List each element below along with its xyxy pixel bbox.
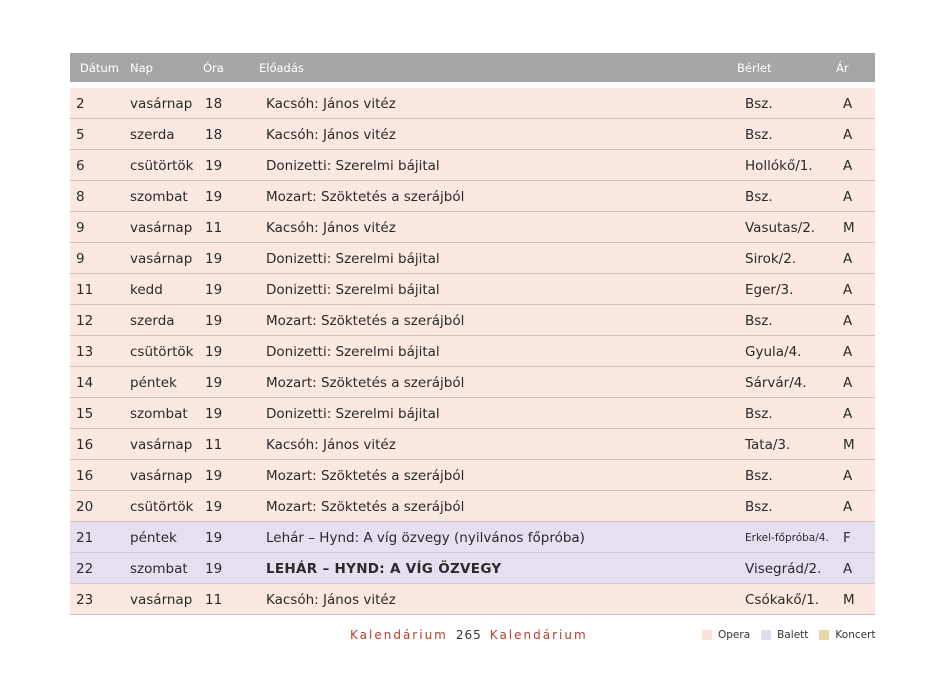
cell-price: A [843,344,853,360]
cell-performance: Mozart: Szöktetés a szerájból [266,313,465,329]
cell-performance: Kacsóh: János vitéz [266,96,396,112]
cell-price: A [843,313,853,329]
cell-time: 19 [205,406,223,422]
cell-subscription: Erkel-főpróba/4. [745,532,829,544]
cell-date: 16 [76,437,94,453]
table-row [70,367,875,398]
cell-time: 19 [205,282,223,298]
cell-date: 9 [76,251,85,267]
cell-day: csütörtök [130,158,194,174]
cell-day: kedd [130,282,163,298]
cell-time: 19 [205,344,223,360]
cell-performance: Mozart: Szöktetés a szerájból [266,189,465,205]
legend-label-opera: Opera [718,629,751,641]
table-row [70,522,875,553]
cell-time: 19 [205,158,223,174]
table-row [70,181,875,212]
table-body [70,88,875,615]
cell-price: M [843,437,855,453]
table-row [70,491,875,522]
cell-subscription: Hollókő/1. [745,158,813,174]
cell-date: 12 [76,313,94,329]
cell-day: szerda [130,127,175,143]
table-row [70,584,875,615]
legend-swatch-opera [702,630,712,640]
cell-date: 9 [76,220,85,236]
cell-date: 6 [76,158,85,174]
cell-date: 21 [76,530,94,546]
table-row [70,460,875,491]
cell-day: csütörtök [130,499,194,515]
cell-price: F [843,530,851,546]
cell-date: 13 [76,344,94,360]
cell-performance: Donizetti: Szerelmi bájital [266,282,440,298]
cell-time: 19 [205,499,223,515]
cell-time: 18 [205,127,223,143]
cell-day: péntek [130,530,177,546]
cell-price: A [843,96,853,112]
cell-time: 19 [205,561,223,577]
cell-date: 20 [76,499,94,515]
cell-price: A [843,406,853,422]
cell-price: A [843,127,853,143]
header-time: Óra [203,60,224,75]
cell-subscription: Csókakő/1. [745,592,820,608]
cell-day: szombat [130,406,188,422]
cell-date: 11 [76,282,94,298]
cell-day: csütörtök [130,344,194,360]
cell-time: 11 [205,592,223,608]
cell-subscription: Bsz. [745,499,773,515]
cell-performance: Mozart: Szöktetés a szerájból [266,375,465,391]
table-row [70,553,875,584]
cell-performance: Donizetti: Szerelmi bájital [266,158,440,174]
cell-date: 14 [76,375,94,391]
cell-performance: Donizetti: Szerelmi bájital [266,344,440,360]
legend-label-balett: Balett [777,629,809,641]
header-price: Ár [836,60,849,75]
cell-performance: Donizetti: Szerelmi bájital [266,406,440,422]
table-row [70,398,875,429]
cell-day: vasárnap [130,251,193,267]
cell-price: A [843,189,853,205]
page-footer [350,628,588,642]
cell-subscription: Bsz. [745,189,773,205]
cell-time: 11 [205,220,223,236]
table-row [70,305,875,336]
cell-price: A [843,251,853,267]
table-row [70,429,875,460]
header-day: Nap [130,60,153,75]
cell-performance: Kacsóh: János vitéz [266,437,396,453]
table-row [70,274,875,305]
cell-day: péntek [130,375,177,391]
cell-subscription: Eger/3. [745,282,794,298]
cell-performance: Donizetti: Szerelmi bájital [266,251,440,267]
cell-price: A [843,375,853,391]
cell-subscription: Vasutas/2. [745,220,816,236]
cell-performance: Mozart: Szöktetés a szerájból [266,499,465,515]
header-date: Dátum [80,60,119,75]
footer-right-label: Kalendárium [489,628,588,642]
cell-time: 19 [205,189,223,205]
cell-subscription: Bsz. [745,313,773,329]
cell-time: 19 [205,251,223,267]
cell-day: szerda [130,313,175,329]
cell-day: vasárnap [130,592,193,608]
cell-time: 19 [205,375,223,391]
table-row [70,243,875,274]
cell-performance: Lehár – Hynd: A víg özvegy (nyilvános főpróba) [266,530,585,546]
cell-time: 19 [205,313,223,329]
cell-date: 8 [76,189,85,205]
legend-item-koncert [819,629,875,641]
cell-subscription: Sirok/2. [745,251,797,267]
cell-day: vasárnap [130,437,193,453]
table-row [70,212,875,243]
cell-subscription: Gyula/4. [745,344,802,360]
legend [702,629,887,641]
cell-time: 18 [205,96,223,112]
cell-price: A [843,282,853,298]
cell-day: szombat [130,561,188,577]
table-header [70,53,875,82]
cell-performance: Mozart: Szöktetés a szerájból [266,468,465,484]
cell-price: M [843,592,855,608]
table-row [70,119,875,150]
cell-performance: LEHÁR – HYND: A VÍG ÖZVEGY [266,561,502,577]
cell-performance: Kacsóh: János vitéz [266,220,396,236]
cell-subscription: Bsz. [745,96,773,112]
cell-subscription: Tata/3. [745,437,791,453]
cell-price: A [843,158,853,174]
table-row [70,336,875,367]
cell-price: A [843,468,853,484]
cell-subscription: Bsz. [745,468,773,484]
cell-day: vasárnap [130,220,193,236]
cell-subscription: Sárvár/4. [745,375,807,391]
cell-price: A [843,499,853,515]
header-subscription: Bérlet [737,60,772,75]
page-number: 265 [455,628,482,642]
legend-swatch-koncert [819,630,829,640]
schedule-table [70,53,875,615]
legend-item-opera [702,629,750,641]
cell-date: 22 [76,561,94,577]
cell-time: 11 [205,437,223,453]
cell-day: szombat [130,189,188,205]
cell-date: 2 [76,96,85,112]
cell-date: 16 [76,468,94,484]
cell-time: 19 [205,530,223,546]
cell-subscription: Bsz. [745,406,773,422]
legend-item-balett [761,629,808,641]
table-row [70,88,875,119]
cell-day: vasárnap [130,96,193,112]
cell-subscription: Bsz. [745,127,773,143]
cell-performance: Kacsóh: János vitéz [266,127,396,143]
legend-swatch-balett [761,630,771,640]
cell-date: 23 [76,592,94,608]
cell-subscription: Visegrád/2. [745,561,822,577]
header-performance: Előadás [259,60,304,75]
legend-label-koncert: Koncert [835,629,876,641]
cell-performance: Kacsóh: János vitéz [266,592,396,608]
cell-date: 15 [76,406,94,422]
table-row [70,150,875,181]
cell-price: M [843,220,855,236]
footer-left-label: Kalendárium [350,628,448,642]
cell-price: A [843,561,853,577]
cell-day: vasárnap [130,468,193,484]
cell-date: 5 [76,127,85,143]
cell-time: 19 [205,468,223,484]
